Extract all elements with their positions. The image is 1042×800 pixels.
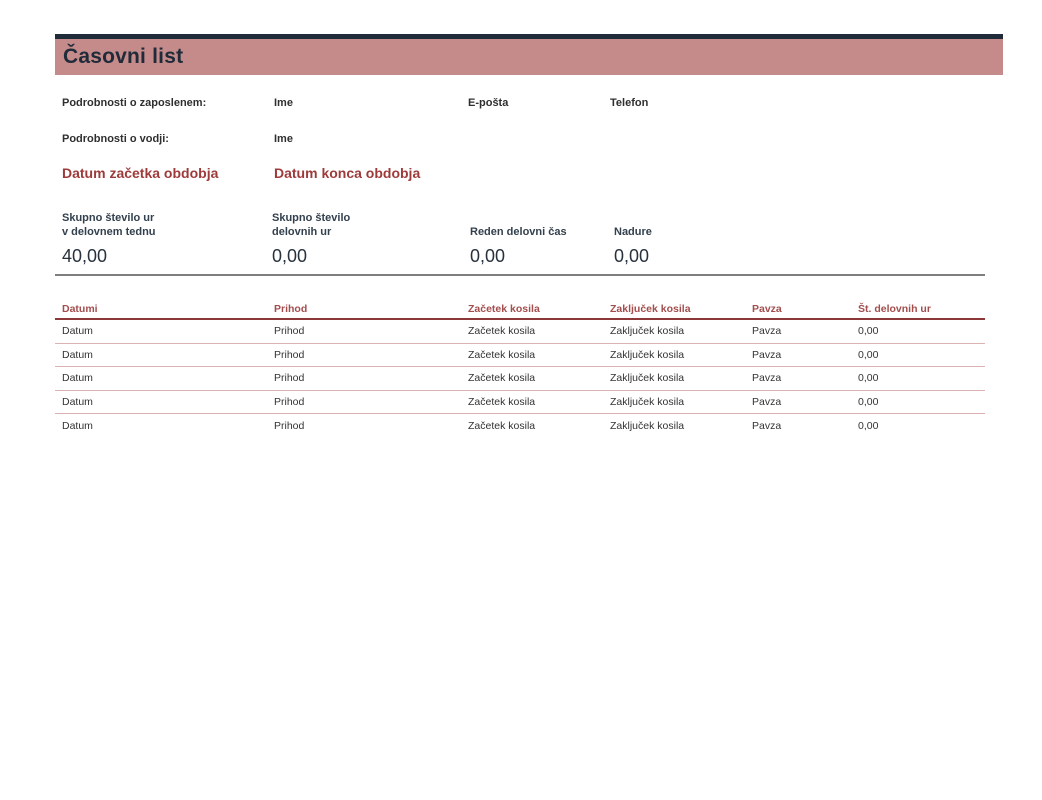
header-lunch-end: Zaključek kosila [610,303,691,315]
table-body [55,320,985,438]
date-cell[interactable]: Datum [62,372,93,385]
table-row [55,344,985,368]
arrival-cell[interactable]: Prihod [274,372,305,385]
arrival-cell[interactable]: Prihod [274,419,305,432]
summary-total-hours-value[interactable]: 0,00 [272,246,308,266]
date-cell[interactable]: Datum [62,419,93,432]
summary-total-hours [272,203,470,267]
employee-details-row [62,97,985,109]
header-lunch-start: Začetek kosila [468,303,540,315]
hours-cell[interactable]: 0,00 [858,419,879,432]
lunch-end-cell[interactable]: Zaključek kosila [610,419,685,432]
summary-regular-hours-label: Reden delovni čas [470,226,567,238]
manager-details-label: Podrobnosti o vodji: [62,133,169,145]
timesheet-table [55,300,985,438]
table-header-row [55,300,985,320]
lunch-end-cell[interactable]: Zaključek kosila [610,372,685,385]
break-cell[interactable]: Pavza [752,419,782,432]
lunch-end-cell[interactable]: Zaključek kosila [610,325,685,338]
date-cell[interactable]: Datum [62,395,93,408]
table-row [55,367,985,391]
table-row [55,391,985,415]
lunch-start-cell[interactable]: Začetek kosila [468,325,536,338]
summary-overtime-label: Nadure [614,226,652,238]
header-work-hours: Št. delovnih ur [858,303,931,315]
lunch-start-cell[interactable]: Začetek kosila [468,348,536,361]
lunch-start-cell[interactable]: Začetek kosila [468,372,536,385]
date-cell[interactable]: Datum [62,325,93,338]
table-row [55,414,985,438]
break-cell[interactable]: Pavza [752,325,782,338]
period-row [62,165,985,181]
period-start-cell[interactable]: Datum začetka obdobja [62,165,219,181]
summary-total-hours-label: Skupno število delovnih ur [272,212,351,238]
period-end-cell[interactable]: Datum konca obdobja [274,165,421,181]
summary-divider [55,274,985,276]
break-cell[interactable]: Pavza [752,348,782,361]
table-row [55,320,985,344]
lunch-end-cell[interactable]: Zaključek kosila [610,348,685,361]
summary-overtime-value[interactable]: 0,00 [614,246,650,266]
employee-email-cell[interactable]: E-pošta [468,97,509,109]
summary-regular-hours [470,203,614,267]
lunch-end-cell[interactable]: Zaključek kosila [610,395,685,408]
arrival-cell[interactable]: Prihod [274,325,305,338]
employee-name-cell[interactable]: Ime [274,97,293,109]
header-date: Datumi [62,303,98,315]
arrival-cell[interactable]: Prihod [274,348,305,361]
summary-regular-hours-value[interactable]: 0,00 [470,246,506,266]
manager-details-row [62,133,985,145]
manager-name-cell[interactable]: Ime [274,133,293,145]
hours-cell[interactable]: 0,00 [858,395,879,408]
summary-overtime [614,203,985,267]
header-break: Pavza [752,303,782,315]
hours-cell[interactable]: 0,00 [858,348,879,361]
date-cell[interactable]: Datum [62,348,93,361]
break-cell[interactable]: Pavza [752,395,782,408]
employee-phone-cell[interactable]: Telefon [610,97,649,109]
hours-cell[interactable]: 0,00 [858,325,879,338]
break-cell[interactable]: Pavza [752,372,782,385]
page-title: Časovni list [63,45,184,68]
hours-cell[interactable]: 0,00 [858,372,879,385]
header-arrival: Prihod [274,303,308,315]
lunch-start-cell[interactable]: Začetek kosila [468,419,536,432]
arrival-cell[interactable]: Prihod [274,395,305,408]
lunch-start-cell[interactable]: Začetek kosila [468,395,536,408]
employee-details-label: Podrobnosti o zaposlenem: [62,97,207,109]
title-bar [55,34,1003,75]
summary-weekly-hours [62,203,272,267]
summary-weekly-hours-label: Skupno število ur v delovnem tednu [62,212,156,238]
summary-weekly-hours-value[interactable]: 40,00 [62,246,108,266]
summary-section [62,203,985,267]
